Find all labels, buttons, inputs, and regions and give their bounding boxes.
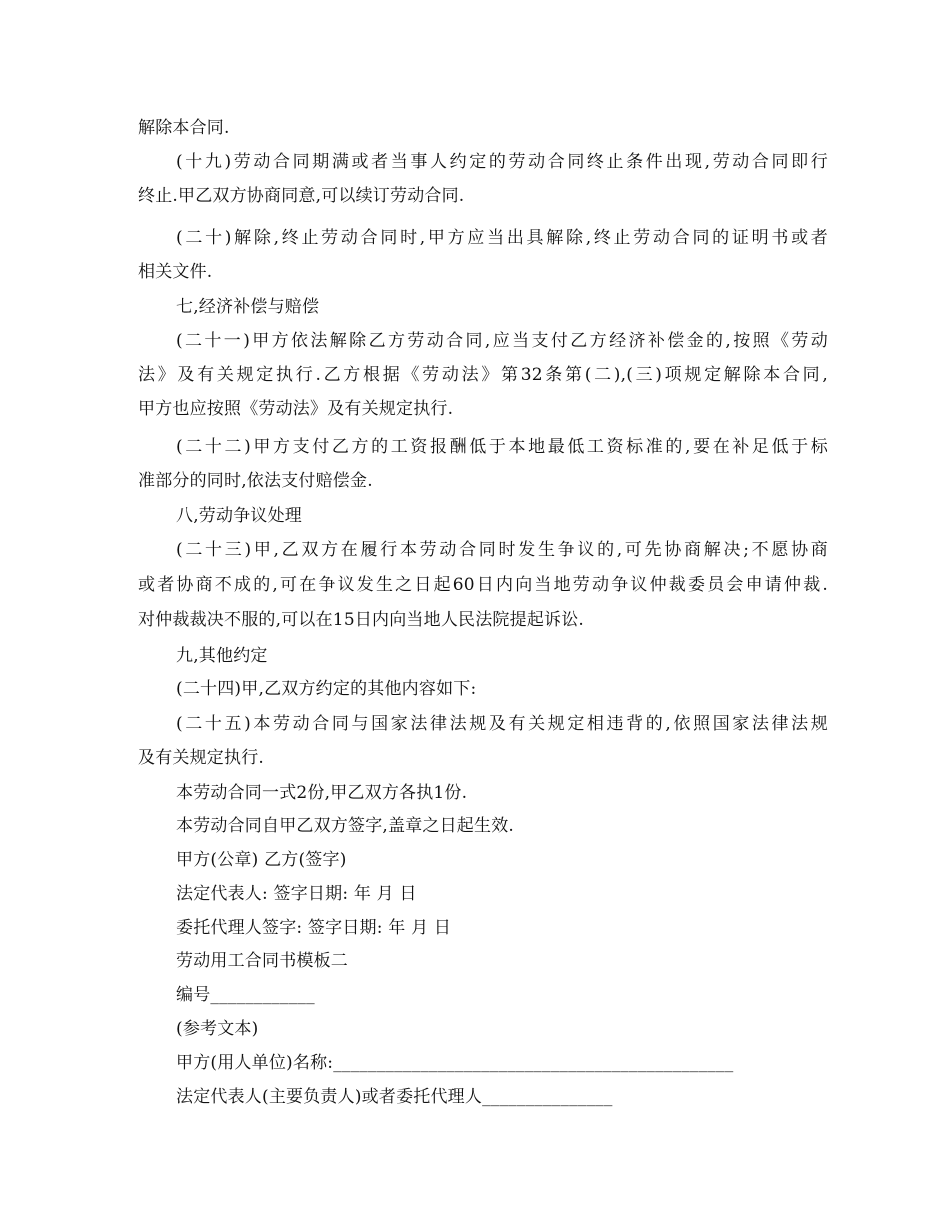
agent-signature-line: 委托代理人签字: 签字日期: 年 月 日 (176, 918, 452, 938)
clause-22-line-1: (二十二)甲方支付乙方的工资报酬低于本地最低工资标准的,要在补足低于标 (176, 437, 828, 457)
clause-20-line-1: (二十)解除,终止劳动合同时,甲方应当出具解除,终止劳动合同的证明书或者 (176, 228, 828, 248)
employer-name-field: 甲方(用人单位)名称:______________________________________________ (176, 1053, 734, 1073)
clause-19-line-2: 终止.甲乙双方协商同意,可以续订劳动合同. (138, 186, 465, 206)
text-line: 解除本合同. (138, 118, 230, 138)
copies-statement: 本劳动合同一式2份,甲乙双方各执1份. (176, 783, 468, 803)
clause-25-line-2: 及有关规定执行. (138, 748, 265, 768)
clause-21-line-2: 法》及有关规定执行.乙方根据《劳动法》第32条第(二),(三)项规定解除本合同, (138, 365, 828, 385)
clause-21-line-1: (二十一)甲方依法解除乙方劳动合同,应当支付乙方经济补偿金的,按照《劳动 (176, 331, 828, 351)
legal-rep-signature-line: 法定代表人: 签字日期: 年 月 日 (176, 884, 417, 904)
clause-23-line-2: 或者协商不成的,可在争议发生之日起60日内向当地劳动争议仲裁委员会申请仲裁. (138, 575, 828, 595)
clause-25-line-1: (二十五)本劳动合同与国家法律法规及有关规定相违背的,依照国家法律法规 (176, 714, 828, 734)
clause-22-line-2: 准部分的同时,依法支付赔偿金. (138, 471, 373, 491)
template-two-title: 劳动用工合同书模板二 (176, 951, 348, 971)
clause-21-line-3: 甲方也应按照《劳动法》及有关规定执行. (138, 399, 454, 419)
section-7-heading: 七,经济补偿与赔偿 (176, 297, 320, 317)
clause-20-line-2: 相关文件. (138, 262, 213, 282)
serial-number-field: 编号____________ (176, 985, 315, 1005)
clause-23-line-1: (二十三)甲,乙双方在履行本劳动合同时发生争议的,可先协商解决;不愿协商 (176, 540, 828, 560)
clause-24: (二十四)甲,乙双方约定的其他内容如下: (176, 679, 477, 699)
section-9-heading: 九,其他约定 (176, 646, 268, 666)
reference-text-label: (参考文本) (176, 1019, 259, 1039)
effective-statement: 本劳动合同自甲乙双方签字,盖章之日起生效. (176, 816, 515, 836)
legal-representative-field: 法定代表人(主要负责人)或者委托代理人_______________ (176, 1087, 613, 1107)
party-signature-line: 甲方(公章) 乙方(签字) (176, 850, 347, 870)
section-8-heading: 八,劳动争议处理 (176, 506, 303, 526)
clause-19-line-1: (十九)劳动合同期满或者当事人约定的劳动合同终止条件出现,劳动合同即行 (176, 152, 828, 172)
clause-23-line-3: 对仲裁裁决不服的,可以在15日内向当地人民法院提起诉讼. (138, 610, 585, 630)
